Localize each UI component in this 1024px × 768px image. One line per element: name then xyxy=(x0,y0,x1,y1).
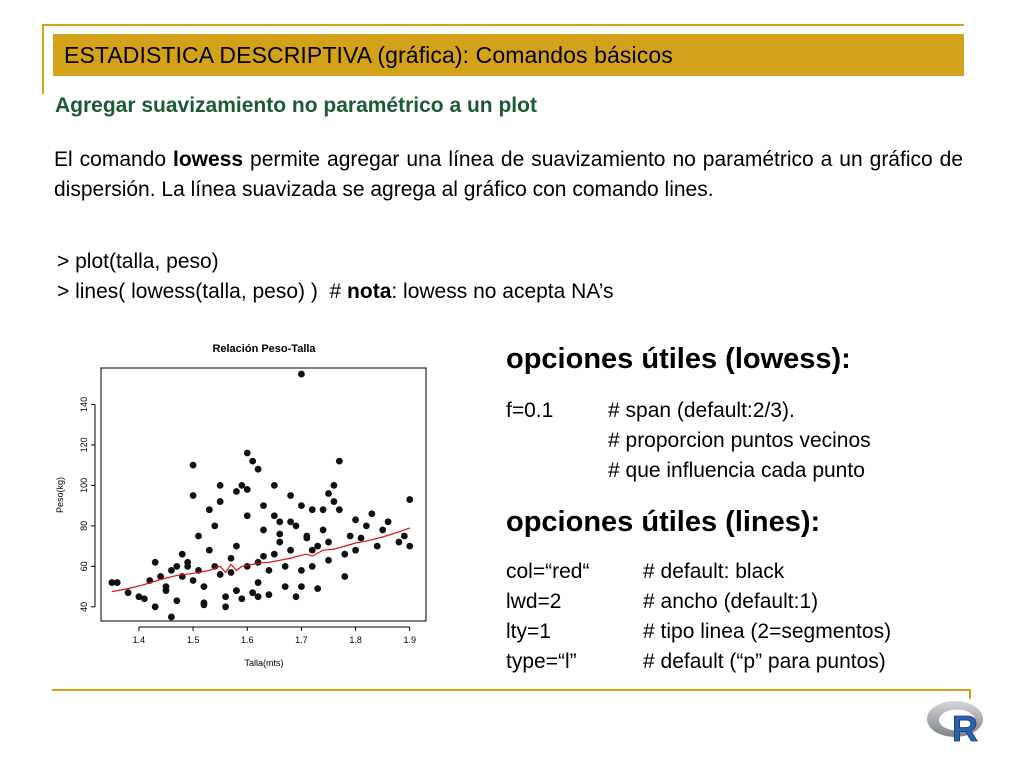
data-point xyxy=(298,371,305,378)
data-point xyxy=(163,583,170,590)
command-lines xyxy=(57,277,614,307)
data-point xyxy=(368,510,375,517)
x-tick-label: 1.8 xyxy=(349,635,362,645)
data-point xyxy=(195,533,202,540)
data-point xyxy=(298,502,305,509)
data-point xyxy=(293,522,300,529)
data-point xyxy=(217,498,224,505)
data-point xyxy=(206,547,213,554)
data-point xyxy=(266,591,273,598)
lines-options-title: opciones útiles (lines): xyxy=(506,506,821,538)
r-logo-icon xyxy=(925,697,989,747)
header-bar xyxy=(53,34,964,76)
data-point xyxy=(341,573,348,580)
data-point xyxy=(184,563,191,570)
x-axis xyxy=(133,627,416,645)
data-point xyxy=(331,498,338,505)
data-point xyxy=(271,551,278,558)
y-tick-label: 80 xyxy=(79,520,89,531)
r-logo-letter: R xyxy=(952,708,978,747)
data-point xyxy=(238,595,245,602)
data-point xyxy=(347,533,354,540)
data-point xyxy=(211,522,218,529)
data-point xyxy=(255,593,262,600)
data-point xyxy=(255,579,262,586)
data-point xyxy=(358,535,365,542)
data-point xyxy=(276,518,283,525)
data-point xyxy=(217,482,224,489)
data-point xyxy=(396,539,403,546)
data-point xyxy=(173,597,180,604)
data-point xyxy=(222,593,229,600)
slide-title: ESTADISTICA DESCRIPTIVA (gráfica): Comandos básicos xyxy=(64,41,673,68)
x-tick-label: 1.5 xyxy=(186,635,200,645)
intro-keyword: lowess xyxy=(173,148,244,171)
data-point xyxy=(303,535,310,542)
data-point xyxy=(255,466,262,473)
data-point xyxy=(309,547,316,554)
data-point xyxy=(228,569,235,576)
data-point xyxy=(401,533,408,540)
data-point xyxy=(271,482,278,489)
chart-title: Relación Peso-Talla xyxy=(212,343,316,355)
data-point xyxy=(125,589,132,596)
data-point xyxy=(331,482,338,489)
data-point xyxy=(249,589,256,596)
data-point xyxy=(276,531,283,538)
lines-option-key: type=“l” xyxy=(506,650,577,673)
lowess-option-key: f=0.1 xyxy=(506,399,554,422)
data-point xyxy=(222,603,229,610)
lowess-options-title: opciones útiles (lowess): xyxy=(506,343,851,375)
data-point xyxy=(309,506,316,513)
lines-option-key: lwd=2 xyxy=(506,590,562,613)
data-point xyxy=(201,583,208,590)
data-point xyxy=(287,547,294,554)
header-frame-top-line xyxy=(42,24,964,26)
data-point xyxy=(287,518,294,525)
lowess-option-comment: # proporcion puntos vecinos xyxy=(608,429,871,452)
data-point xyxy=(325,557,332,564)
data-point xyxy=(173,563,180,570)
data-point xyxy=(266,567,273,574)
data-point xyxy=(336,458,343,465)
data-point xyxy=(201,599,208,606)
intro-text-before: El comando xyxy=(54,148,174,171)
data-point xyxy=(341,551,348,558)
y-tick-label: 60 xyxy=(79,561,89,572)
data-point xyxy=(260,502,267,509)
data-point xyxy=(168,567,175,574)
data-point xyxy=(244,450,251,457)
lowess-option-comment: # que influencia cada punto xyxy=(608,459,865,482)
data-point xyxy=(352,547,359,554)
command-lines-code: > lines( lowess(talla, peso) ) # xyxy=(57,280,348,303)
x-axis-label: Talla(mts) xyxy=(244,658,284,668)
data-point xyxy=(320,527,327,534)
y-axis xyxy=(79,397,95,612)
y-tick-label: 40 xyxy=(79,601,89,612)
data-point xyxy=(352,516,359,523)
data-point xyxy=(238,482,245,489)
data-point xyxy=(406,543,413,550)
data-point xyxy=(233,488,240,495)
data-point xyxy=(298,567,305,574)
data-point xyxy=(152,559,159,566)
data-point xyxy=(325,539,332,546)
y-tick-label: 100 xyxy=(79,477,89,493)
data-point xyxy=(325,490,332,497)
lines-option-comment: # ancho (default:1) xyxy=(643,590,819,613)
command-plot: > plot(talla, peso) xyxy=(57,250,219,273)
data-point xyxy=(406,496,413,503)
header-frame-left-line xyxy=(42,24,44,94)
data-point xyxy=(260,553,267,560)
lines-option-key: lty=1 xyxy=(506,620,551,643)
data-point xyxy=(271,512,278,519)
command-note-label: nota xyxy=(347,280,392,303)
data-point xyxy=(282,563,289,570)
data-point xyxy=(363,522,370,529)
data-point xyxy=(385,518,392,525)
data-point xyxy=(249,458,256,465)
x-tick-label: 1.4 xyxy=(132,635,146,645)
data-point xyxy=(244,486,251,493)
data-point xyxy=(336,506,343,513)
data-point xyxy=(233,587,240,594)
y-axis-label: Peso(kg) xyxy=(55,476,65,514)
y-tick-label: 120 xyxy=(79,437,89,453)
data-point xyxy=(217,571,224,578)
x-tick-label: 1.9 xyxy=(403,635,417,645)
x-tick-label: 1.6 xyxy=(240,635,254,645)
data-point xyxy=(309,563,316,570)
lowess-option-comment: # span (default:2/3). xyxy=(608,399,795,422)
data-point xyxy=(293,593,300,600)
x-tick-label: 1.7 xyxy=(295,635,308,645)
footer-line xyxy=(52,689,971,691)
command-note-text: : lowess no acepta NA’s xyxy=(391,280,614,303)
data-point xyxy=(152,603,159,610)
y-tick-label: 140 xyxy=(79,396,89,412)
lines-option-comment: # default (“p” para puntos) xyxy=(643,650,886,673)
intro-text-after: permite agregar una línea de suavizamiento no paramétrico a un gráfico de dispersión. La línea suavizada se agrega al gráfico con comando lines. xyxy=(54,148,963,201)
lines-option-comment: # default: black xyxy=(643,560,785,583)
lines-option-key: col=“red“ xyxy=(506,560,590,583)
data-point xyxy=(244,512,251,519)
data-point xyxy=(320,506,327,513)
data-point xyxy=(314,543,321,550)
data-point xyxy=(228,555,235,562)
data-point xyxy=(379,527,386,534)
data-point xyxy=(141,595,148,602)
data-point xyxy=(190,492,197,499)
data-point xyxy=(114,579,121,586)
data-point xyxy=(255,559,262,566)
data-point xyxy=(179,551,186,558)
data-point xyxy=(314,585,321,592)
section-subtitle: Agregar suavizamiento no paramétrico a un plot xyxy=(55,94,537,117)
data-point xyxy=(260,527,267,534)
data-point xyxy=(276,539,283,546)
data-point xyxy=(190,577,197,584)
data-point xyxy=(206,506,213,513)
data-point xyxy=(298,583,305,590)
data-point xyxy=(282,583,289,590)
data-point xyxy=(168,614,175,621)
data-point xyxy=(233,543,240,550)
lines-option-comment: # tipo linea (2=segmentos) xyxy=(643,620,892,643)
data-point xyxy=(287,492,294,499)
scatter-plot xyxy=(50,335,450,675)
data-point xyxy=(190,462,197,469)
intro-paragraph xyxy=(54,145,963,205)
data-point xyxy=(374,543,381,550)
data-points xyxy=(108,371,413,621)
